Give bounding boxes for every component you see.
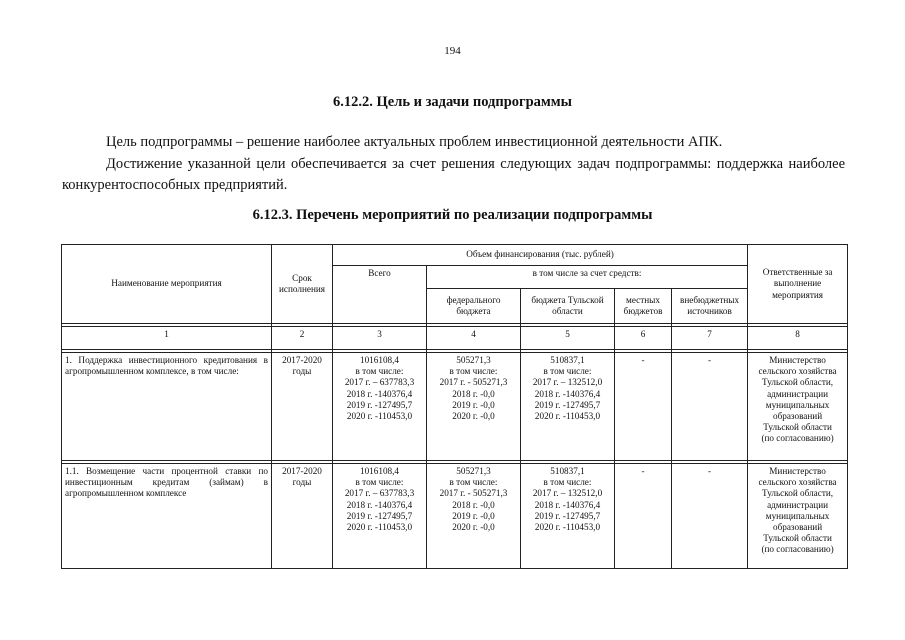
measure-extra: - (672, 464, 748, 569)
federal-line: 2018 г. -0,0 (452, 499, 495, 510)
header-funding: Объем финансирования (тыс. рублей) (333, 245, 748, 266)
paragraph-goal (62, 132, 845, 153)
responsible-line: администрации (767, 388, 829, 399)
responsible-line: муниципальных (765, 510, 830, 521)
federal-line: 2019 г. -0,0 (452, 399, 495, 410)
federal-line: 2020 г. -0,0 (452, 522, 495, 533)
regional-line: в том числе: (543, 477, 592, 488)
regional-line: 510837,1 (550, 355, 585, 365)
column-number: 1 (62, 327, 272, 350)
header-local: местных бюджетов (615, 289, 672, 324)
responsible-line: Тульской области, (762, 377, 834, 388)
responsible-line: администрации (767, 499, 829, 510)
federal-line: 2017 г. - 505271,3 (439, 377, 508, 388)
header-name: Наименование мероприятия (62, 245, 272, 324)
regional-line: 2019 г. -127495,7 (534, 399, 601, 410)
responsible-line: сельского хозяйства (758, 366, 837, 377)
measure-local: - (615, 353, 672, 461)
header-total: Всего (333, 266, 427, 324)
total-line: 2017 г. – 637783,3 (344, 488, 415, 499)
responsible-line: Тульской области (763, 422, 832, 433)
total-line: в том числе: (355, 366, 404, 377)
measure-total (333, 464, 427, 569)
column-number: 6 (615, 327, 672, 350)
measure-responsible (748, 464, 848, 569)
regional-line: 2018 г. -140376,4 (534, 388, 601, 399)
column-number: 8 (748, 327, 848, 350)
regional-line: 2017 г. – 132512,0 (532, 377, 603, 388)
header-including: в том числе за счет средств: (427, 266, 748, 289)
responsible-line: сельского хозяйства (758, 477, 837, 488)
measure-regional (521, 353, 615, 461)
measure-extra: - (672, 353, 748, 461)
measures-table (61, 244, 848, 569)
regional-line: 2019 г. -127495,7 (534, 510, 601, 521)
measure-name: 1. Поддержка инвестиционного кредитования в агропромышленном комплексе, в том числе: (62, 353, 272, 461)
responsible-line: Министерство (769, 466, 826, 476)
total-line: 2018 г. -140376,4 (346, 388, 413, 399)
section-title-goals: 6.12.2. Цель и задачи подпрограммы (332, 94, 573, 110)
header-responsible: Ответственные за выполнение мероприятия (748, 245, 848, 324)
responsible-line: (по согласованию) (761, 544, 834, 555)
total-line: 2017 г. – 637783,3 (344, 377, 415, 388)
section-title-measures: 6.12.3. Перечень мероприятий по реализации подпрограммы (252, 207, 653, 223)
regional-line: 2018 г. -140376,4 (534, 499, 601, 510)
measure-responsible (748, 353, 848, 461)
total-line: 1016108,4 (359, 355, 400, 365)
federal-line: в том числе: (449, 366, 498, 377)
total-line: 2019 г. -127495,7 (346, 399, 413, 410)
page-number: 194 (444, 45, 461, 57)
federal-line: 2019 г. -0,0 (452, 510, 495, 521)
measure-regional (521, 464, 615, 569)
responsible-line: Тульской области (763, 533, 832, 544)
column-number: 3 (333, 327, 427, 350)
header-federal: федерального бюджета (427, 289, 521, 324)
federal-line: 505271,3 (456, 355, 491, 365)
column-number: 7 (672, 327, 748, 350)
table-row-measure-1-1 (62, 464, 848, 569)
header-row-1 (62, 245, 848, 266)
federal-line: 2017 г. - 505271,3 (439, 488, 508, 499)
responsible-line: (по согласованию) (761, 433, 834, 444)
measure-local: - (615, 464, 672, 569)
responsible-line: образований (772, 411, 823, 422)
regional-line: 510837,1 (550, 466, 585, 476)
federal-line: 2018 г. -0,0 (452, 388, 495, 399)
header-term: Срок исполнения (272, 245, 333, 324)
column-number: 5 (521, 327, 615, 350)
total-line: 2019 г. -127495,7 (346, 510, 413, 521)
total-line: 2018 г. -140376,4 (346, 499, 413, 510)
table-row-measure-1 (62, 353, 848, 461)
total-line: 2020 г. -110453,0 (346, 411, 413, 422)
regional-line: в том числе: (543, 366, 592, 377)
responsible-line: Тульской области, (762, 488, 834, 499)
federal-line: 505271,3 (456, 466, 491, 476)
column-numbers-row (62, 327, 848, 350)
column-number: 4 (427, 327, 521, 350)
federal-line: 2020 г. -0,0 (452, 411, 495, 422)
measure-term: 2017-2020 годы (272, 353, 333, 461)
measure-term: 2017-2020 годы (272, 464, 333, 569)
header-extra: внебюджетных источников (672, 289, 748, 324)
paragraph-tasks-text: Достижение указанной цели обеспечивается за счет решения следующих задач подпрограммы: поддержка наиболее конкурентоспособных предприятий. (62, 156, 845, 193)
measure-name: 1.1. Возмещение части процентной ставки по инвестиционным кредитам (займам) в агропромышленном комплексе (62, 464, 272, 569)
total-line: 2020 г. -110453,0 (346, 522, 413, 533)
paragraph-tasks (62, 154, 845, 196)
measure-federal (427, 353, 521, 461)
regional-line: 2017 г. – 132512,0 (532, 488, 603, 499)
header-regional: бюджета Тульской области (521, 289, 615, 324)
total-line: в том числе: (355, 477, 404, 488)
measure-federal (427, 464, 521, 569)
responsible-line: образований (772, 522, 823, 533)
measure-total (333, 353, 427, 461)
responsible-line: Министерство (769, 355, 826, 365)
paragraph-goal-text: Цель подпрограммы – решение наиболее актуальных проблем инвестиционной деятельности АПК. (106, 134, 723, 150)
total-line: 1016108,4 (359, 466, 400, 476)
federal-line: в том числе: (449, 477, 498, 488)
regional-line: 2020 г. -110453,0 (534, 522, 601, 533)
regional-line: 2020 г. -110453,0 (534, 411, 601, 422)
column-number: 2 (272, 327, 333, 350)
responsible-line: муниципальных (765, 399, 830, 410)
